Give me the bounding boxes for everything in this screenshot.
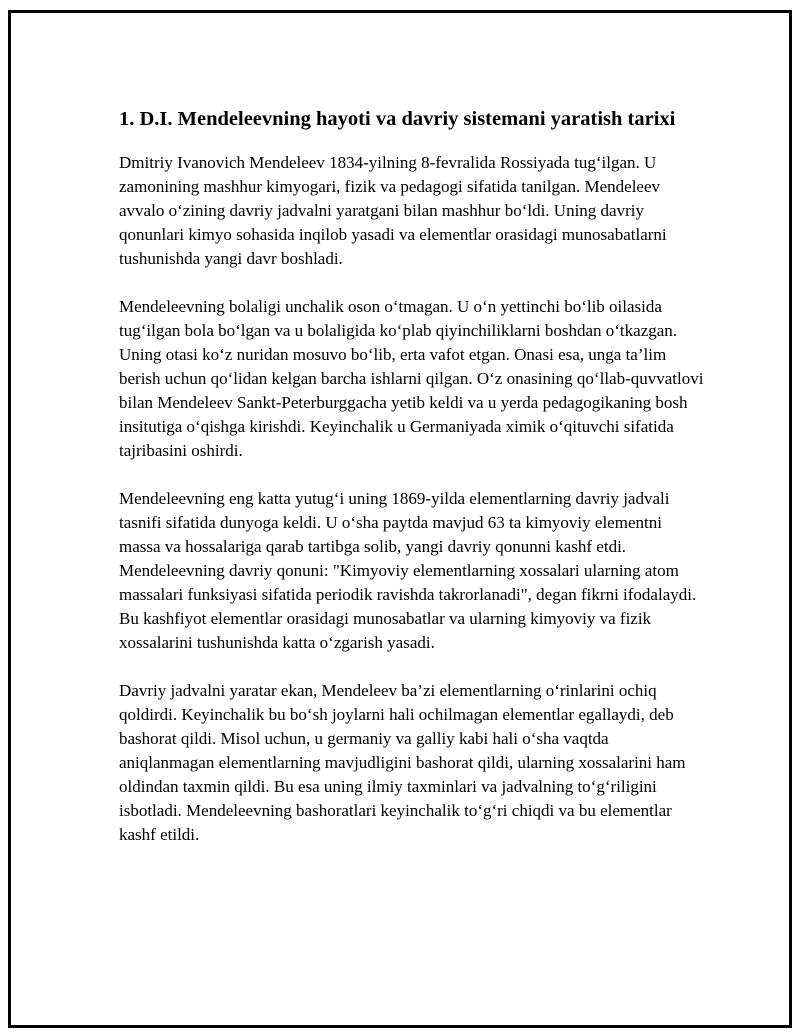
document-body xyxy=(119,105,704,871)
paragraph-childhood: Mendeleevning bolaligi unchalik oson o‘tmagan. U o‘n yettinchi bo‘lib oilasida tug‘ilgan bola bo‘lgan va u bolaligida ko‘plab qiyinchiliklarni boshdan o‘tkazgan. Uning otasi ko‘z nuridan mosuvo bo‘lib, erta vafot etgan. Onasi esa, unga ta’lim berish uchun qo‘lidan kelgan barcha ishlarni qilgan. O‘z onasining qo‘llab-quvvatlovi bilan Mendeleev Sankt-Peterburggacha yetib keldi va u yerda pedagogikaning bosh insitutiga o‘qishga kirishdi. Keyinchalik u Germaniyada ximik o‘qituvchi sifatida tajribasini oshirdi. xyxy=(119,297,704,460)
section-title: 1. D.I. Mendeleevning hayoti va davriy sistemani yaratish tarixi xyxy=(119,108,676,130)
paragraph-periodic-law: Mendeleevning eng katta yutug‘i uning 1869-yilda elementlarning davriy jadvali tasnifi sifatida dunyoga keldi. U o‘sha paytda mavjud 63 ta kimyoviy elementni massa va hossalariga qarab tartibga solib, yangi davriy qonunni kashf etdi. Mendeleevning davriy qonuni: "Kimyoviy elementlarning xossalari ularning atom massalari funksiyasi sifatida periodik ravishda takrorlanadi", degan fikrni ifodalaydi. Bu kashfiyot elementlar orasidagi munosabatlar va ularning kimyoviy va fizik xossalarini tushunishda katta o‘zgarish yasadi. xyxy=(119,489,697,652)
paragraph-birth: Dmitriy Ivanovich Mendeleev 1834-yilning 8-fevralida Rossiyada tug‘ilgan. U zamonining mashhur kimyogari, fizik va pedagogi sifatida tanilgan. Mendeleev avvalo o‘zining davriy jadvalni yaratgani bilan mashhur bo‘ldi. Uning davriy qonunlari kimyo sohasida inqilob yasadi va elementlar orasidagi munosabatlarni tushunishda yangi davr boshladi. xyxy=(119,153,667,268)
paragraph-predictions: Davriy jadvalni yaratar ekan, Mendeleev ba’zi elementlarning o‘rinlarini ochiq qoldirdi. Keyinchalik bu bo‘sh joylarni hali ochilmagan elementlar egallaydi, deb bashorat qildi. Misol uchun, u germaniy va galliy kabi hali o‘sha vaqtda aniqlanmagan elementlarning mavjudligini bashorat qildi, ularning xossalarini ham oldindan taxmin qildi. Bu esa uning ilmiy taxminlari va jadvalning to‘g‘riligini isbotladi. Mendeleevning bashoratlari keyinchalik to‘g‘ri chiqdi va bu elementlar kashf etildi. xyxy=(119,681,686,844)
page-border xyxy=(8,10,792,1028)
